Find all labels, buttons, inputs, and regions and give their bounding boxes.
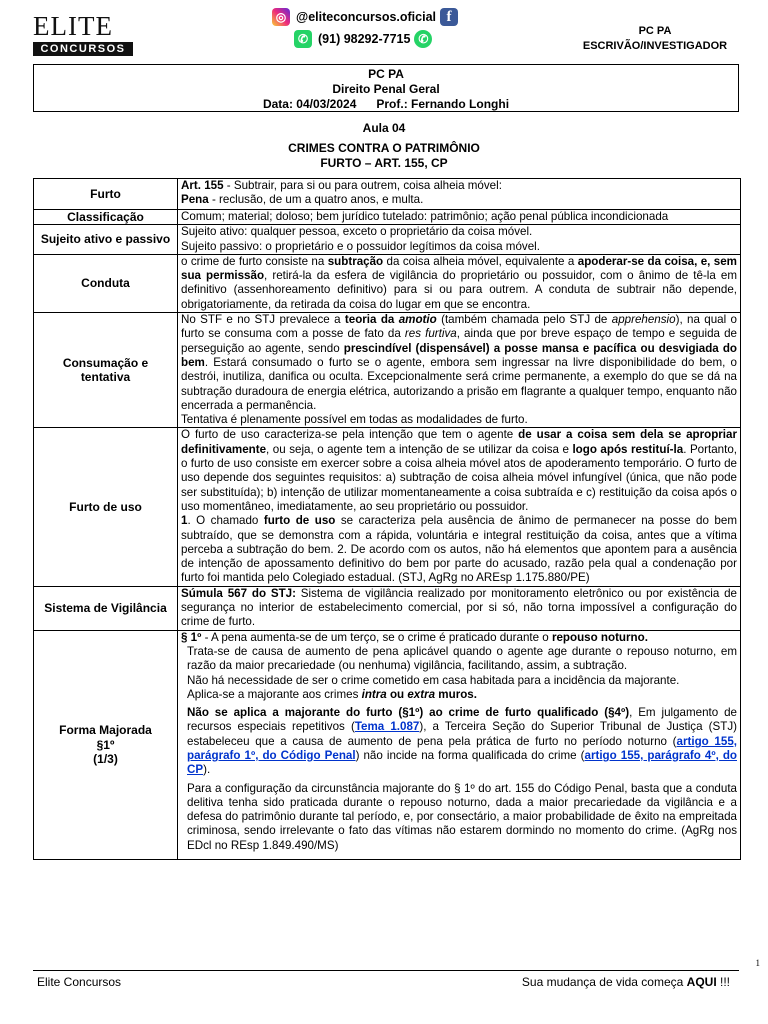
label-majorada [34,630,178,859]
conduta-t3: , retirá-la da esfera de vigilância do proprietário ou possuidor, com o ânimo de tê-la em definitivo (assenhoreamento definitivo) para si ou para outrem. A conduta de subtrair não depende, obrigatoriamente, da retirada da coisa do lugar em que se encontra. [181,269,737,311]
uso-t1: O furto de uso caracteriza-se pela intenção que tem o agente [181,428,519,442]
instagram-row [272,6,482,28]
label-consumacao: Consumação e tentativa [34,313,178,428]
text-sujeito [178,225,741,255]
page-header [0,0,768,62]
elite-logo [33,12,133,58]
cons-t3: ), na qual o furto se consuma com a posse de fato da [181,313,737,341]
conduta-t1: o crime de furto consiste na [181,254,328,268]
maj-p4b: ou [386,687,408,701]
cons-bi1: amotio [398,313,437,327]
instagram-handle[interactable]: @eliteconcursos.oficial [296,10,437,24]
footer-left: Elite Concursos [37,975,122,989]
uso-t3: . Portanto, o furto de uso consiste em exercer sobre a coisa alheia móvel atos de apoderamento temporário. O furto de uso depende dos seguintes requisitos: a) subtração de coisa alheia móvel infungível (única, que não pode ser substituída); b) intenção de utilizar momentaneamente a coisa subtraída e c) restituição da coisa após o uso momentâneo, imediatamente, ao seu proprietário ou possuidor. [181,442,737,513]
maj-t5: ) não incide na forma qualificada do crime ( [355,748,585,762]
maj-t3: , Em julgamento de recursos especiais repetitivos ( [187,706,737,734]
maj-extra: extra [407,687,436,701]
label-vigilancia: Sistema de Vigilância [34,586,178,630]
text-furto-uso [178,428,741,586]
text-furto [178,179,741,210]
row-classificacao [34,210,741,225]
label-classificacao: Classificação [34,210,178,225]
cons-p2: Tentativa é plenamente possível em todas as modalidades de furto. [181,413,528,427]
pena-text: - reclusão, de um a quatro anos, e multa. [208,193,424,207]
maj-b1: § 1º [181,630,202,644]
title-line2: Direito Penal Geral [332,82,440,96]
maj-p2: Trata-se de causa de aumento de pena aplicável quando o agente age durante o repouso noturno, em razão da maior precariedade (ou nenhuma) vigilância, facilitando, assim, a subtração. [187,644,737,673]
row-furto-uso [34,428,741,586]
footer-divider [33,970,739,971]
page-number: 1 [755,958,760,968]
conduta-b1: subtração [327,254,384,268]
course-line2: ESCRIVÃO/INVESTIGADOR [582,40,728,52]
sujeito-ativo: Sujeito ativo: qualquer pessoa, exceto o proprietário da coisa móvel. [181,225,533,239]
title-line1: PC PA [368,67,404,81]
cons-t1: No STF e no STJ prevalece a [181,313,345,327]
uso-t4: . O chamado [187,514,264,528]
row-conduta [34,254,741,312]
facebook-icon[interactable]: f [440,8,458,26]
cons-b1: teoria da [344,313,399,327]
social-contacts [272,6,482,54]
label-majorada-3: (1/3) [93,751,118,766]
conduta-t2: da coisa alheia móvel, equivalente a [383,254,578,268]
maj-intra: intra [361,687,387,701]
label-conduta: Conduta [34,254,178,312]
art-155: Art. 155 [181,179,224,192]
tema-1087-link[interactable]: Tema 1.087 [354,720,420,734]
footer-right [490,975,730,989]
course-line1: PC PA [638,25,672,37]
phone-number[interactable]: (91) 98292-7715 [318,32,411,46]
maj-p6: Para a configuração da circunstância majorante do § 1º do art. 155 do Código Penal, basta que a conduta delitiva tenha sido praticada durante o repouso noturno, dada a maior precariedade da vigilância e a defesa do patrimônio durante tal período, e, por consectário, a maior probabilidade de êxito na empreitada criminosa, sendo irrelevante o fato das vítimas não estarem dormindo no momento do crime. (AgRg nos EDcl no REsp 1.849.490/MS) [187,781,737,852]
maj-b2: repouso noturno. [551,630,648,644]
section-subtitle: FURTO – ART. 155, CP [320,156,448,170]
sumula-567: Súmula 567 do STJ: [181,586,296,600]
instagram-icon[interactable]: ◎ [272,8,290,26]
row-vigilancia [34,586,741,630]
section-title: CRIMES CONTRA O PATRIMÔNIO [288,141,480,155]
whatsapp-icon[interactable]: ✆ [414,30,432,48]
maj-b3: Não se aplica a majorante do furto (§1º) ao crime de furto qualificado (§4º) [187,706,630,720]
uso-b1: de usar a coisa sem dela se apropriar definitivamente [181,428,737,456]
lesson-number: Aula 04 [362,121,406,135]
text-majorada [178,630,741,859]
uso-b2: logo após restituí-la [572,442,684,456]
artigo-155-p4-link[interactable]: artigo 155, parágrafo 4º, do CP [187,748,737,777]
artigo-155-p1-link[interactable]: artigo 155, parágrafo 1º, do Código Penal [187,734,737,762]
label-furto-uso: Furto de uso [34,428,178,586]
uso-t2: , ou seja, o agente tem a intenção de se utilizar da coisa e [266,442,573,456]
content-table [33,178,741,860]
pena: Pena [181,193,209,207]
cons-t2: (também chamada pelo STJ de [436,313,612,327]
cons-i2: res furtiva [404,327,457,341]
maj-p4a: Aplica-se a majorante aos crimes [187,687,362,701]
vig-t1: Sistema de vigilância realizado por monitoramento eletrônico ou por existência de segurança no interior de estabelecimento comercial, por si só, não torna impossível a configuração do crime de furto. [181,586,738,629]
logo-word: ELITE [33,11,113,41]
cons-t4: , ainda que por breve espaço de tempo e seguida de perseguição ao agente, sendo [181,327,737,355]
course-info [570,24,740,54]
row-consumacao [34,313,741,428]
phone-icon[interactable]: ✆ [294,30,312,48]
cons-t5: . Estará consumado o furto se o agente, embora sem ingressar na livre disponibilidade do bem, o destrói, inutiliza, danifica ou oculta. Excepcionalmente será crime permanente, a exemplo do que se dá na subtração duradoura de energia elétrica, autorizando a prisão em flagrante a qualquer tempo, enquanto não encerrada a permanência. [181,355,737,412]
text-conduta [178,254,741,312]
section-heading [0,141,768,171]
title-box [33,64,739,112]
text-consumacao [178,313,741,428]
art-155-text: - Subtrair, para si ou para outrem, coisa alheia móvel: [223,179,502,192]
maj-t1: - A pena aumenta-se de um terço, se o crime é praticado durante o [201,630,552,644]
maj-t4: ), a Terceira Seção do Superior Tribunal de Justiça (STJ) estabeleceu que a causa de aumento de pena pela prática de furto no período noturno ( [187,720,737,748]
conduta-b2: apoderar-se da coisa, e, sem sua permissão [181,254,737,283]
uso-b3: furto de uso [263,514,336,528]
footer-right-end: !!! [716,975,730,989]
row-sujeito [34,225,741,255]
cons-b2: prescindível (dispensável) a posse mansa e pacífica ou desvigiada do bem [181,341,737,369]
label-majorada-2: §1º [96,737,115,752]
title-line3: Data: 04/03/2024 Prof.: Fernando Longhi [262,97,510,111]
phone-row [294,28,482,50]
label-sujeito: Sujeito ativo e passivo [34,225,178,255]
label-majorada-1: Forma Majorada [59,723,152,738]
cons-i1: apprehensio [611,313,676,327]
sujeito-passivo: Sujeito passivo: o proprietário e o possuidor legítimos da coisa móvel. [181,239,540,253]
footer-right-bold: AQUI [686,975,717,989]
uso-n1: 1 [181,514,188,528]
text-classificacao: Comum; material; doloso; bem jurídico tutelado: patrimônio; ação penal pública incondicionada [178,210,741,225]
row-furto [34,179,741,210]
uso-t5: se caracteriza pela ausência de ânimo de permanecer na posse do bem subtraído, que se demonstra com a rápida, voluntária e integral restituição da coisa, antes que a vítima perceba a subtração do bem. 2. De acordo com os autos, não há elementos que apontem para a ausência de intenção de apossamento definitivo do bem por parte do acusado, razão pela qual a condenação por furto foi mantida pelo Colegiado estadual. (STJ, AgRg no AREsp 1.175.880/PE) [181,514,737,585]
logo-bar: CONCURSOS [33,42,133,56]
row-majorada [34,630,741,859]
maj-p4c: muros. [435,687,477,701]
maj-p3: Não há necessidade de ser o crime cometido em casa habitada para a incidência da majorante. [187,673,680,687]
text-vigilancia [178,586,741,630]
label-furto: Furto [34,179,178,210]
maj-t6: ). [203,763,211,777]
footer-right-text: Sua mudança de vida começa [521,975,687,989]
